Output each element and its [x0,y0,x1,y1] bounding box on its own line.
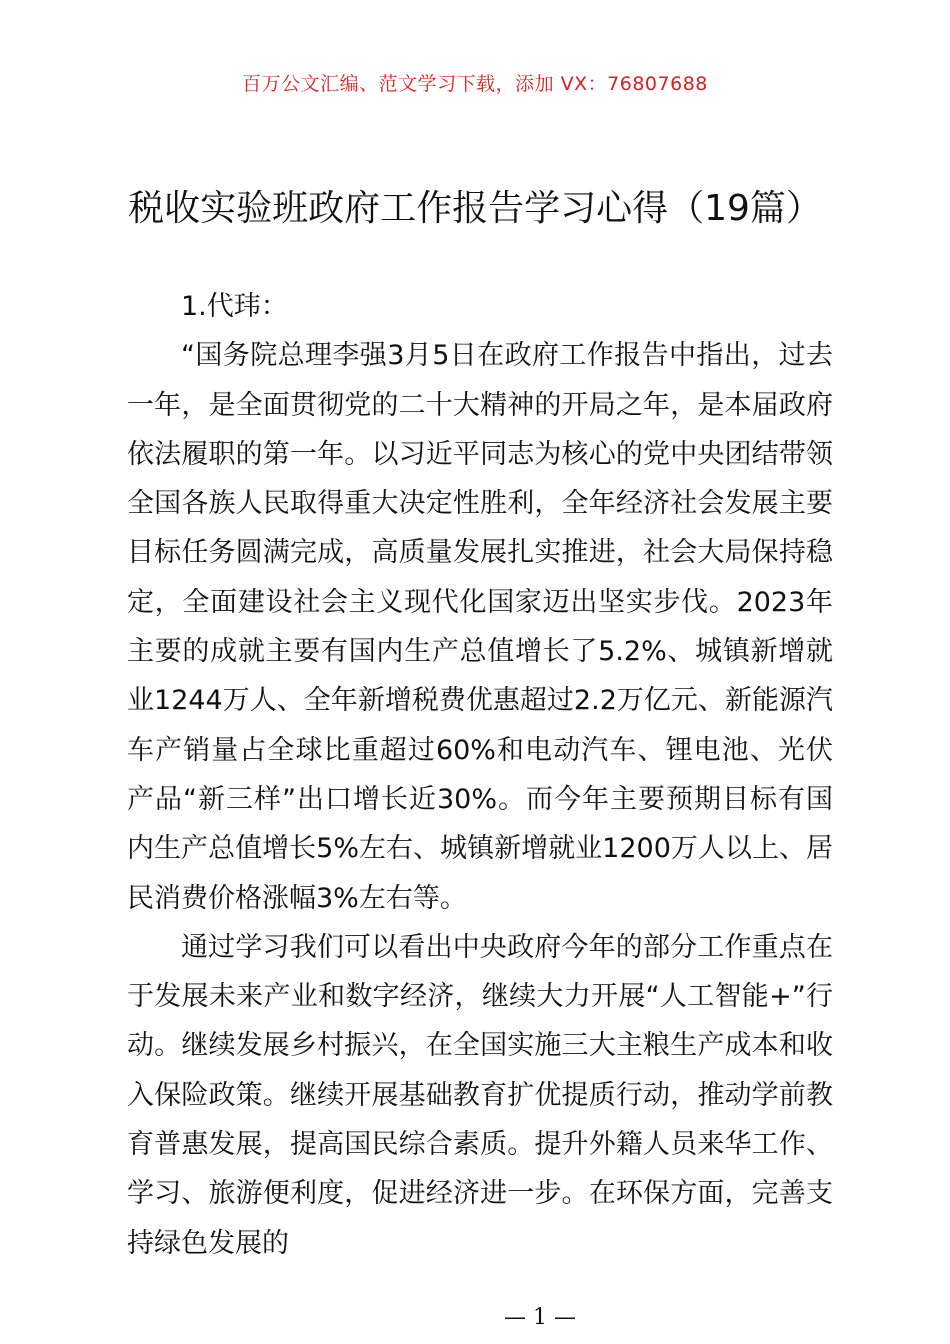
document-body [127,282,833,1268]
page-number: — 1 — [504,1305,576,1330]
body-paragraph: 通过学习我们可以看出中央政府今年的部分工作重点在于发展未来产业和数字经济，继续大力开展“人工智能+”行动。继续发展乡村振兴，在全国实施三大主粮生产成本和收入保险政策。继续开展基础教育扩优提质行动，推动学前教育普惠发展，提高国民综合素质。提升外籍人员来华工作、学习、旅游便利度，促进经济进一步。在环保方面，完善支持绿色发展的 [127,931,833,1259]
header-banner: 百万公文汇编、范文学习下载，添加 VX：76807688 [242,73,708,95]
body-paragraph: “国务院总理李强3月5日在政府工作报告中指出，过去一年，是全面贯彻党的二十大精神的开局之年，是本届政府依法履职的第一年。以习近平同志为核心的党中央团结带领全国各族人民取得重大决定性胜利，全年经济社会发展主要目标任务圆满完成，高质量发展扎实推进，社会大局保持稳定，全面建设社会主义现代化国家迈出坚实步伐。2023年主要的成就主要有国内生产总值增长了5.2%、城镇新增就业1244万人、全年新增税费优惠超过2.2万亿元、新能源汽车产销量占全球比重超过60%和电动汽车、锂电池、光伏产品“新三样”出口增长近30%。而今年主要预期目标有国内生产总值增长5%左右、城镇新增就业1200万人以上、居民消费价格涨幅3%左右等。 [127,340,833,914]
section-heading: 1.代玮： [181,291,288,322]
document-title: 税收实验班政府工作报告学习心得（19篇） [128,188,822,229]
